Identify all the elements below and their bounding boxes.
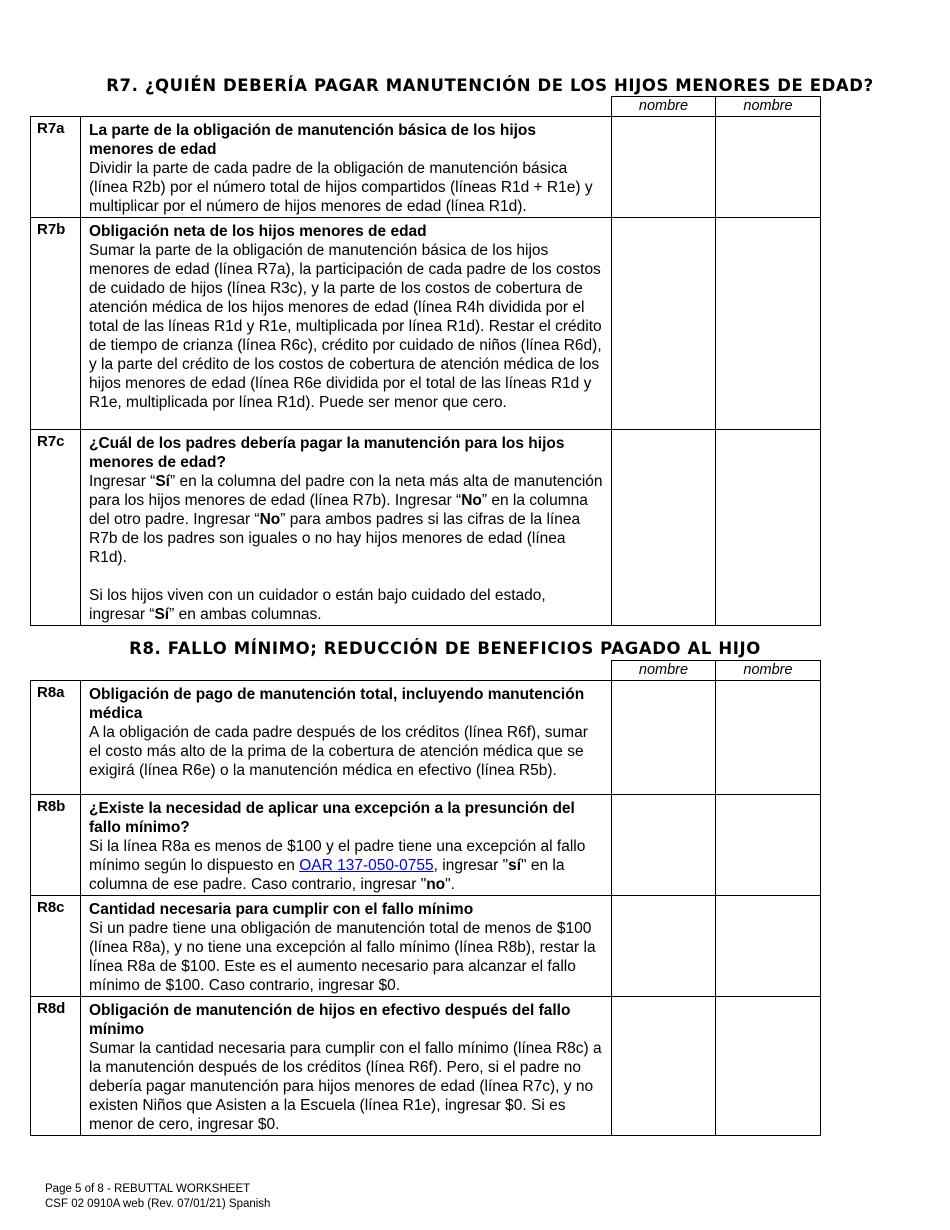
r8-table — [30, 660, 821, 1136]
value-cell-parent-1[interactable] — [612, 795, 716, 896]
page-footer — [45, 1182, 270, 1212]
line-title: Cantidad necesaria para cumplir con el fallo mínimo — [89, 901, 474, 918]
value-cell-parent-2[interactable] — [716, 430, 821, 626]
line-code: R8c — [31, 896, 81, 997]
line-title: Obligación de pago de manutención total, incluyendo manutención médica — [89, 686, 585, 722]
table-row-r7c — [31, 430, 821, 626]
line-code: R7a — [31, 117, 81, 218]
line-code: R7c — [31, 430, 81, 626]
line-title: ¿Cuál de los padres debería pagar la manutención para los hijos menores de edad? — [89, 435, 565, 471]
table-row-r7b — [31, 218, 821, 430]
value-cell-parent-2[interactable] — [716, 896, 821, 997]
line-title: La parte de la obligación de manutención básica de los hijos menores de edad — [89, 122, 537, 158]
line-description: Ingresar “Sí” en la columna del padre con la neta más alta de manutención para los hijos menores de edad (línea R7b). Ingresar “No” en la columna del otro padre. Ingresar “No” para ambos padres si las cifras de la línea R7b de los padres son iguales o no hay hijos menores de edad (línea R1d). — [89, 473, 603, 566]
footer-page-label: Page 5 of 8 - REBUTTAL WORKSHEET — [45, 1183, 251, 1195]
table-row-r8d — [31, 997, 821, 1136]
section-r7-title: R7. ¿QUIÉN DEBERÍA PAGAR MANUTENCIÓN DE LOS HIJOS MENORES DE EDAD? — [106, 76, 874, 95]
line-description-caregiver: Si los hijos viven con un cuidador o están bajo cuidado del estado, ingresar “Sí” en ambas columnas. — [89, 587, 546, 623]
line-code: R7b — [31, 218, 81, 430]
section-r8-title: R8. FALLO MÍNIMO; REDUCCIÓN DE BENEFICIOS PAGADO AL HIJO — [129, 639, 761, 658]
line-description: Si la línea R8a es menos de $100 y el padre tiene una excepción al fallo mínimo según lo dispuesto en OAR 137-050-0755, ingresar "sí" en la columna de ese padre. Caso contrario, ingresar "no". — [89, 838, 586, 893]
line-description: Dividir la parte de cada padre de la obligación de manutención básica (línea R2b) por el número total de hijos compartidos (líneas R1d + R1e) y multiplicar por el número de hijos menores de edad (línea R1d). — [89, 160, 593, 215]
line-description: Sumar la cantidad necesaria para cumplir con el fallo mínimo (línea R8c) a la manutención después de los créditos (línea R6f). Pero, si el padre no debería pagar manutención para hijos menores de edad (línea R7c), y no existen Niños que Asisten a la Escuela (línea R1e), ingresar $0. Si es menor de cero, ingresar $0. — [89, 1040, 602, 1133]
oar-137-050-0755-link[interactable]: OAR 137-050-0755 — [299, 857, 434, 874]
line-description: A la obligación de cada padre después de los créditos (línea R6f), sumar el costo más alto de la prima de la cobertura de atención médica que se exigirá (línea R6e) o la manutención médica en efectivo (línea R5b). — [89, 724, 588, 779]
line-code: R8b — [31, 795, 81, 896]
value-cell-parent-1[interactable] — [612, 430, 716, 626]
value-cell-parent-2[interactable] — [716, 117, 821, 218]
line-description: Sumar la parte de la obligación de manutención básica de los hijos menores de edad (línea R7a), la participación de cada padre de los costos de cuidado de hijos (línea R3c), y la parte de los costos de cobertura de atención médica de los hijos menores de edad (línea R4h dividida por el total de las líneas R1d y R1e, multiplicada por línea R1d). Restar el crédito de tiempo de crianza (línea R6c), crédito por cuidado de niños (línea R6d), y la parte del crédito de los costos de cobertura de atención médica de los hijos menores de edad (línea R6e dividida por el total de las líneas R1d y R1e, multiplicada por línea R1d). Puede ser menor que cero. — [89, 242, 602, 411]
column-header-nombre-2: nombre — [716, 661, 821, 681]
table-row-r8c — [31, 896, 821, 997]
value-cell-parent-1[interactable] — [612, 117, 716, 218]
column-header-nombre-1: nombre — [612, 661, 716, 681]
table-row-r8a — [31, 681, 821, 795]
value-cell-parent-2[interactable] — [716, 681, 821, 795]
value-cell-parent-2[interactable] — [716, 997, 821, 1136]
line-description: Si un padre tiene una obligación de manutención total de menos de $100 (línea R8a), y no tiene una excepción al fallo mínimo (línea R8b), restar la línea R8a de $100. Este es el aumento necesario para alcanzar el fallo mínimo de $100. Caso contrario, ingresar $0. — [89, 920, 596, 994]
value-cell-parent-1[interactable] — [612, 681, 716, 795]
value-cell-parent-1[interactable] — [612, 896, 716, 997]
value-cell-parent-2[interactable] — [716, 795, 821, 896]
line-code: R8a — [31, 681, 81, 795]
column-header-nombre-1: nombre — [612, 97, 716, 117]
table-row-r7a — [31, 117, 821, 218]
line-title: Obligación neta de los hijos menores de edad — [89, 223, 427, 240]
table-row-r8b — [31, 795, 821, 896]
line-title: ¿Existe la necesidad de aplicar una excepción a la presunción del fallo mínimo? — [89, 800, 575, 836]
line-title: Obligación de manutención de hijos en efectivo después del fallo mínimo — [89, 1002, 571, 1038]
value-cell-parent-1[interactable] — [612, 997, 716, 1136]
value-cell-parent-1[interactable] — [612, 218, 716, 430]
r7-table — [30, 96, 821, 626]
column-header-nombre-2: nombre — [716, 97, 821, 117]
footer-form-id: CSF 02 0910A web (Rev. 07/01/21) Spanish — [45, 1198, 271, 1210]
line-code: R8d — [31, 997, 81, 1136]
value-cell-parent-2[interactable] — [716, 218, 821, 430]
